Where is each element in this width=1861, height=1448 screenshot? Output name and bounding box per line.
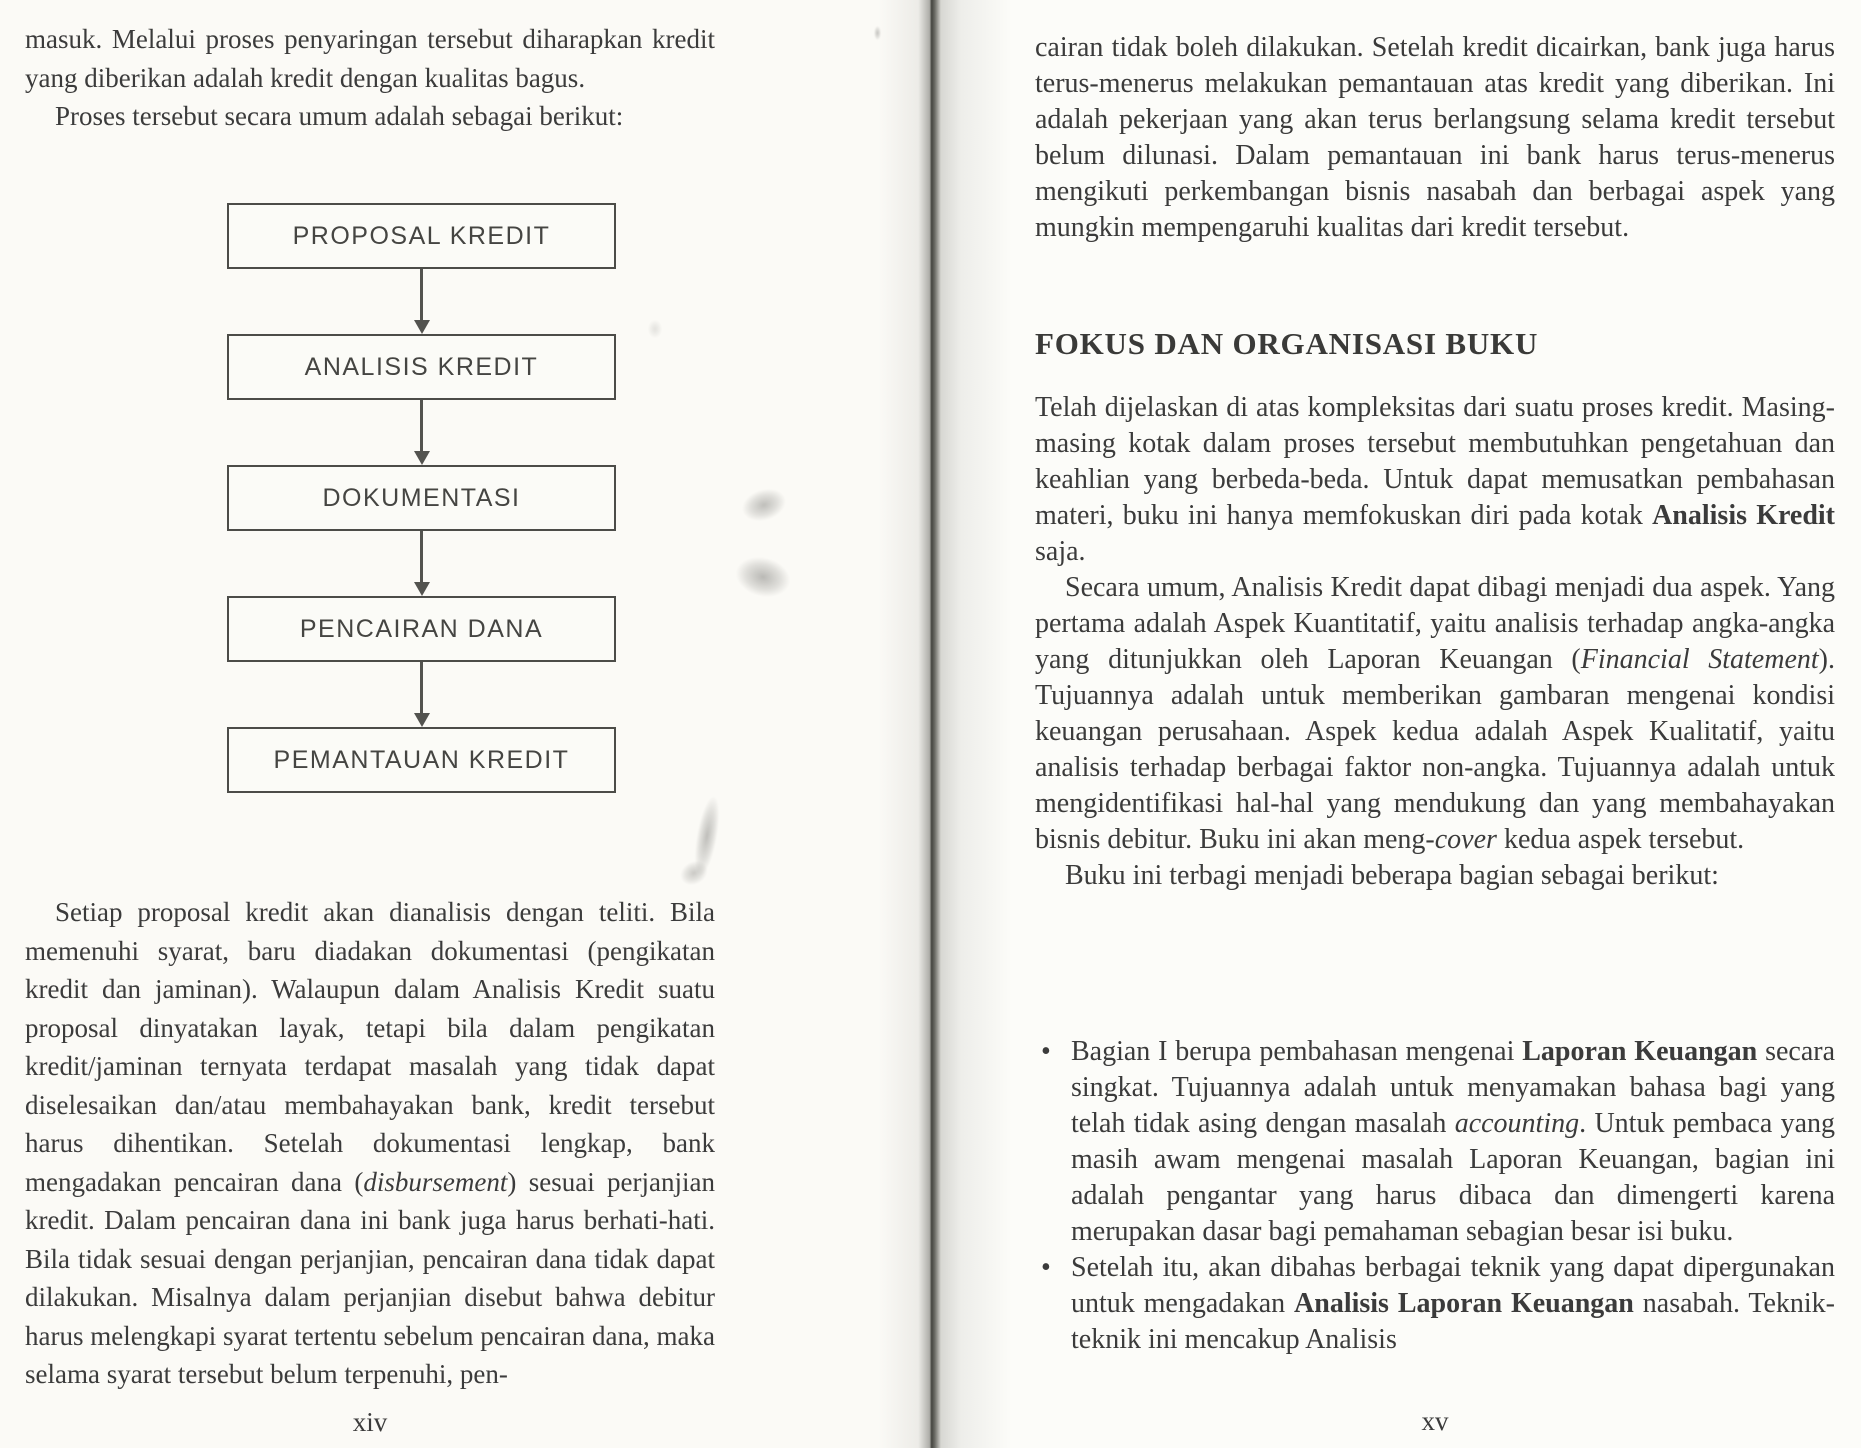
flowchart-box-label: PROPOSAL KREDIT	[292, 221, 551, 250]
flowchart-box-pemantauan-kredit	[227, 727, 616, 793]
flowchart-box-label: ANALISIS KREDIT	[304, 352, 539, 381]
paragraph: Proses tersebut secara umum adalah sebagai berikut:	[55, 101, 624, 131]
page-gutter-binding	[878, 0, 1012, 1448]
paragraph: Telah dijelaskan di atas kompleksitas dari suatu proses kredit. Masing-masing kotak dalam proses tersebut membutuhkan pengetahuan dan keahlian yang berbeda-beda. Untuk dapat memusatkan pembahasan materi, buku ini hanya memfokuskan diri pada kotak Analisis Kredit saja.	[1035, 392, 1836, 567]
ink-smudge	[732, 552, 794, 602]
flowchart-box-label: PENCAIRAN DANA	[299, 614, 544, 643]
down-arrow-icon	[420, 531, 423, 582]
ink-smudge	[738, 484, 789, 526]
paragraph: Buku ini terbagi menjadi beberapa bagian sebagai berikut:	[1065, 860, 1719, 891]
right-intro-paragraph	[1035, 30, 1835, 246]
down-arrow-icon	[420, 269, 423, 320]
section-heading: FOKUS DAN ORGANISASI BUKU	[1035, 326, 1539, 361]
flowchart-box-pencairan-dana	[227, 596, 616, 662]
left-body-paragraph	[25, 893, 715, 1394]
left-intro-paragraph	[25, 20, 715, 136]
ink-smudge	[648, 320, 662, 338]
paragraph: masuk. Melalui proses penyaringan tersebut diharapkan kredit yang diberikan adalah kredit dengan kualitas bagus.	[25, 24, 715, 93]
left-page-number: xiv	[352, 1407, 388, 1437]
list-item-text: Bagian I berupa pembahasan mengenai Laporan Keuangan secara singkat. Tujuannya adalah untuk menyamakan bahasa bagi yang telah tidak asing dengan masalah accounting. Untuk pembaca yang masih awam mengenai masalah Laporan Keuangan, bagian ini adalah pengantar yang harus dibaca dan dimengerti karena merupakan dasar bagi pemahaman sebagian besar isi buku.	[1071, 1036, 1836, 1247]
bullet-icon: •	[1041, 1252, 1051, 1283]
right-page-number: xv	[1421, 1406, 1449, 1436]
paragraph: Setiap proposal kredit akan dianalisis dengan teliti. Bila memenuhi syarat, baru diadakan dokumentasi (pengikatan kredit dan jaminan). Walaupun dalam Analisis Kredit suatu proposal dinyatakan layak, tetapi bila dalam pengikatan kredit/jaminan ternyata terdapat masalah yang tidak dapat diselesaikan dan/atau membahayakan bank, kredit tersebut harus dihentikan. Setelah dokumentasi lengkap, bank mengadakan pencairan dana (disbursement) sesuai perjanjian kredit. Dalam pencairan dana ini bank juga harus berhati-hati. Bila tidak sesuai dengan perjanjian, pencairan dana tidak dapat dilakukan. Misalnya dalam perjanjian disebut bahwa debitur harus melengkapi syarat tertentu sebelum pencairan dana, maka selama syarat tersebut belum terpenuhi, pen-	[25, 897, 715, 1389]
list-item-text: Setelah itu, akan dibahas berbagai teknik yang dapat dipergunakan untuk mengadakan Analisis Laporan Keuangan nasabah. Teknik-teknik ini mencakup Analisis	[1071, 1252, 1835, 1355]
paragraph: Secara umum, Analisis Kredit dapat dibagi menjadi dua aspek. Yang pertama adalah Aspek Kuantitatif, yaitu analisis terhadap angka-angka yang ditunjukkan oleh Laporan Keuangan (Financial Statement). Tujuannya adalah untuk memberikan gambaran mengenai kondisi keuangan perusahaan. Aspek kedua adalah Aspek Kualitatif, yaitu analisis terhadap berbagai faktor non-angka. Tujuannya adalah untuk mengidentifikasi hal-hal yang mendukung dan yang membahayakan bisnis debitur. Buku ini akan meng-cover kedua aspek tersebut.	[1035, 572, 1835, 855]
flowchart-box-proposal-kredit	[227, 203, 616, 269]
right-body-paragraphs	[1035, 390, 1835, 894]
flowchart-box-dokumentasi	[227, 465, 616, 531]
list-item	[1035, 1034, 1835, 1250]
flowchart-box-analisis-kredit	[227, 334, 616, 400]
flowchart-box-label: PEMANTAUAN KREDIT	[273, 745, 570, 774]
book-parts-bullet-list	[1035, 1034, 1835, 1358]
paragraph: cairan tidak boleh dilakukan. Setelah kredit dicairkan, bank juga harus terus-menerus melakukan pemantauan atas kredit yang diberikan. Ini adalah pekerjaan yang akan terus berlangsung selama kredit tersebut belum dilunasi. Dalam pemantauan ini bank harus terus-menerus mengikuti perkembangan bisnis nasabah dan berbagai aspek yang mungkin mempengaruhi kualitas dari kredit tersebut.	[1035, 32, 1835, 243]
list-item	[1035, 1250, 1835, 1358]
down-arrow-icon	[420, 662, 423, 713]
ink-smudge	[874, 26, 881, 40]
bullet-icon: •	[1041, 1036, 1051, 1067]
down-arrow-icon	[420, 400, 423, 451]
flowchart-box-label: DOKUMENTASI	[322, 483, 521, 512]
